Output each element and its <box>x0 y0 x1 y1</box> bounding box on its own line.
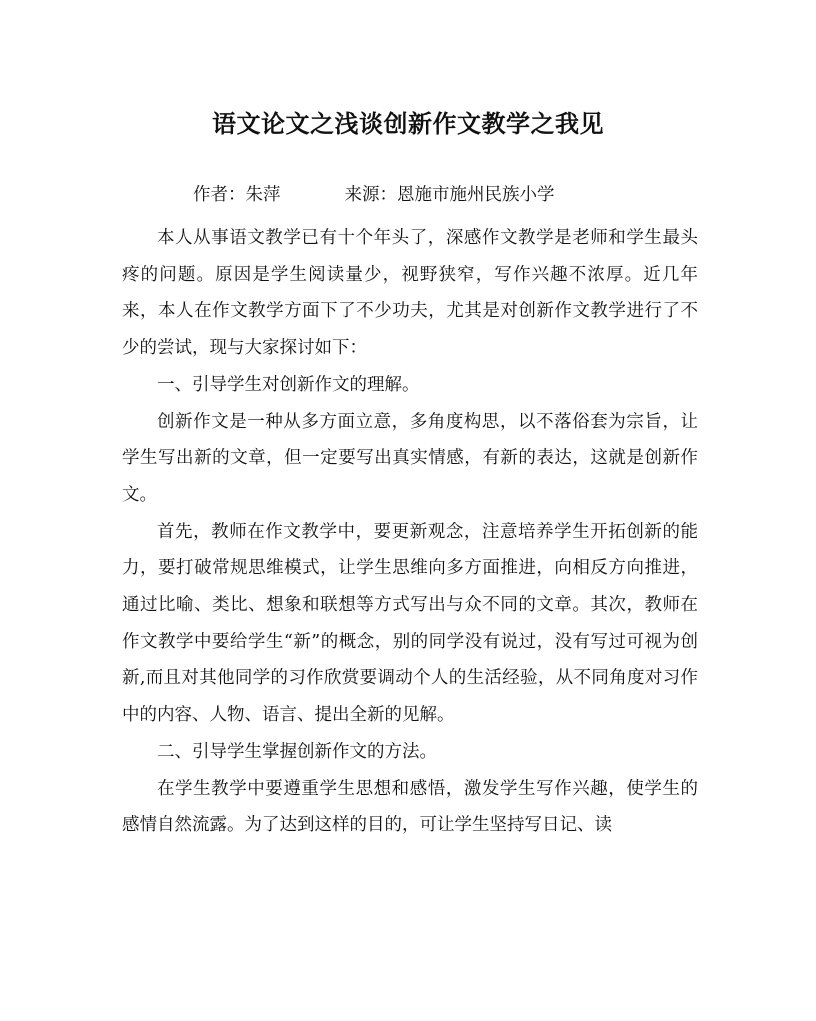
paragraph: 首先，教师在作文教学中，要更新观念，注意培养学生开拓创新的能力，要打破常规思维模式，让学生思维向多方面推进，向相反方向推进，通过比喻、类比、想象和联想等方式写出与众不同的文章。其次，教师在作文教学中要给学生“新”的概念，别的同学没有说过，没有写过可视为创新,而且对其他同学的习作欣赏要调动个人的生活经验，从不同角度对习作中的内容、人物、语言、提出全新的见解。 <box>122 521 698 726</box>
section-heading: 二、引导学生掌握创新作文的方法。 <box>157 741 437 762</box>
paragraph: 本人从事语文教学已有十个年头了，深感作文教学是老师和学生最头疼的问题。原因是学生阅读量少，视野狭窄，写作兴趣不浓厚。近几年来，本人在作文教学方面下了不少功夫，尤其是对创新作文教学进行了不少的尝试，现与大家探讨如下： <box>122 228 698 359</box>
byline <box>193 182 555 208</box>
document-title: 语文论文之浅谈创新作文教学之我见 <box>212 109 604 138</box>
source-label: 来源：恩施市施州民族小学 <box>344 185 555 205</box>
paragraph: 创新作文是一种从多方面立意，多角度构思，以不落俗套为宗旨，让学生写出新的文章，但一定要写出真实情感，有新的表达，这就是创新作文。 <box>122 411 698 505</box>
author-label: 作者：朱萍 <box>193 185 281 205</box>
document-body <box>122 220 698 844</box>
paragraph: 在学生教学中要遵重学生思想和感悟，激发学生写作兴趣，使学生的感情自然流露。为了达到这样的目的，可让学生坚持写日记、读 <box>122 778 698 836</box>
section-heading: 一、引导学生对创新作文的理解。 <box>157 374 420 395</box>
